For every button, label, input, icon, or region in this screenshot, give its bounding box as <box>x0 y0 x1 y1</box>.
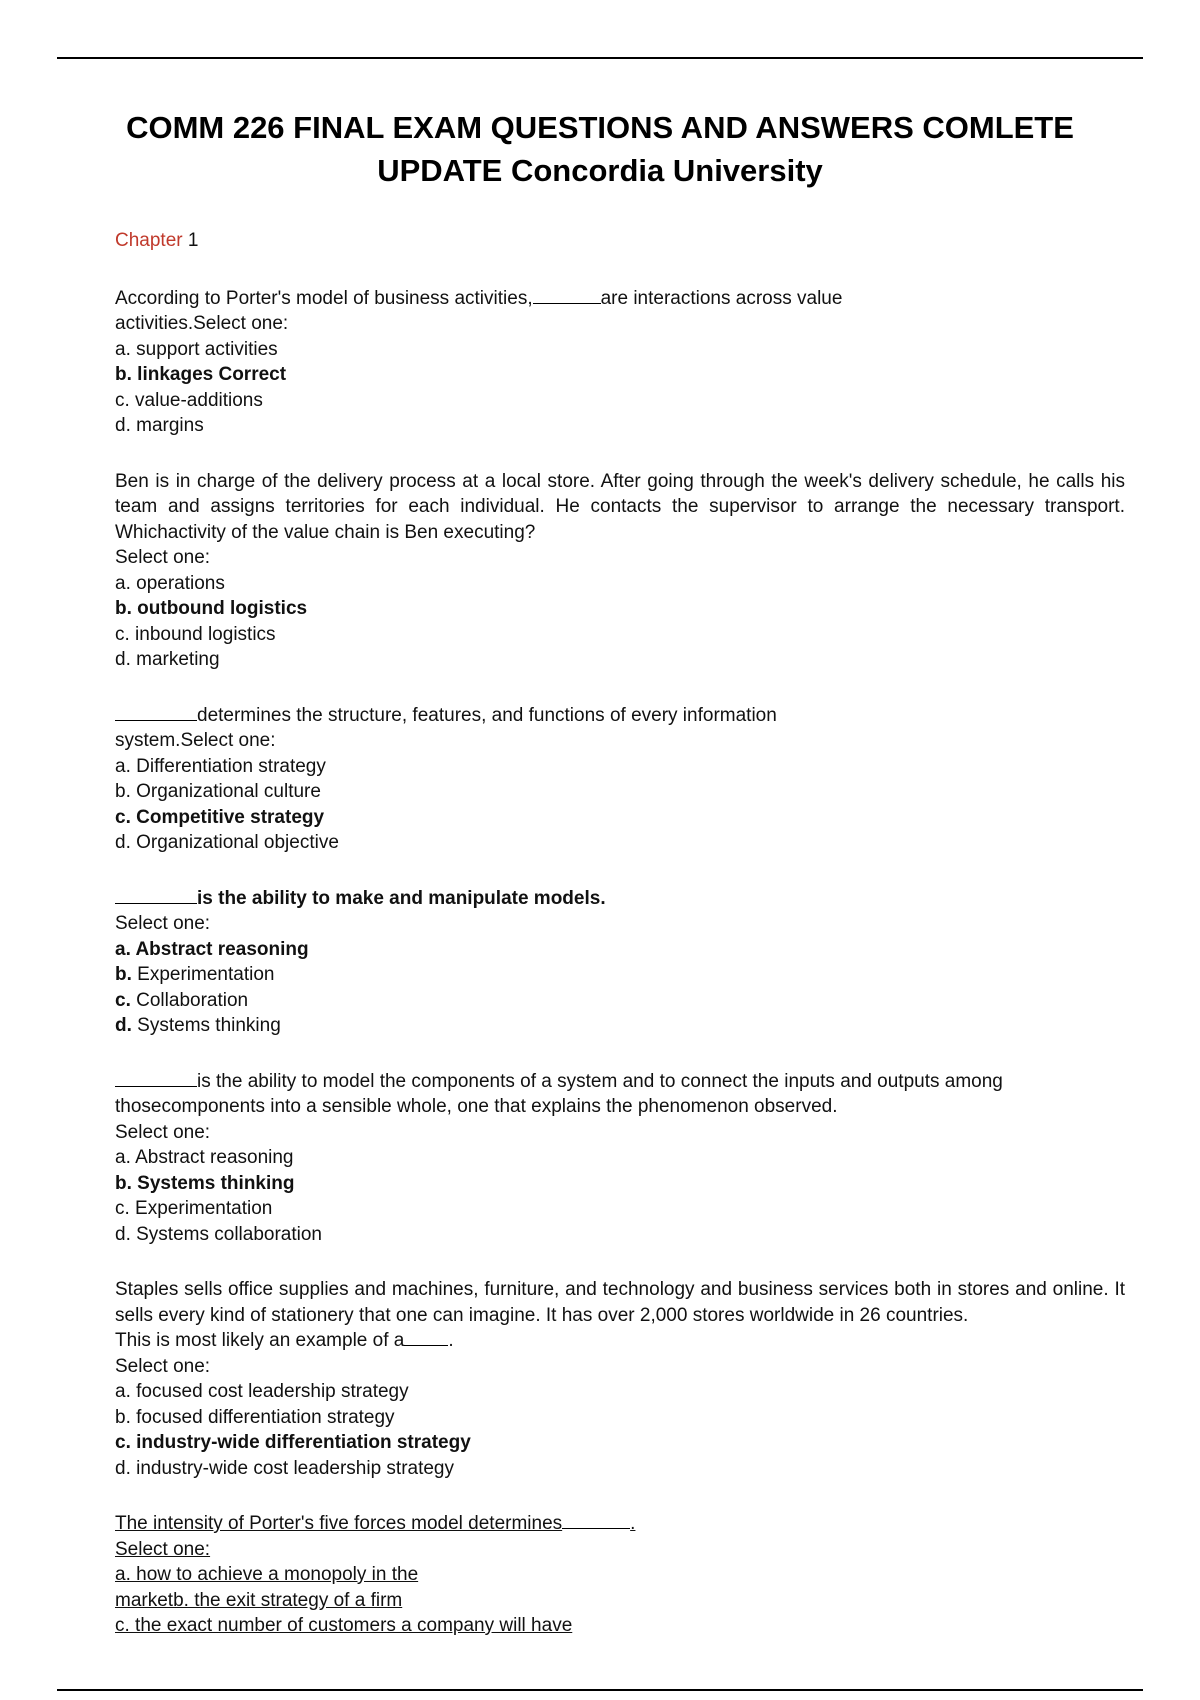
stem-text: is the ability to model the components of a system and to connect the inputs and outputs among <box>197 1070 1003 1092</box>
stem-text: The intensity of Porter's five forces model determines <box>115 1513 563 1534</box>
option-letter: b. <box>115 964 132 985</box>
option: a. Abstract reasoning <box>115 1147 294 1168</box>
question-stem-cont: thosecomponents into a sensible whole, one that explains the phenomenon observed. <box>115 1096 838 1117</box>
option: a. how to achieve a monopoly in the <box>115 1564 419 1585</box>
option-text: Abstract reasoning <box>135 938 309 960</box>
answer-blank <box>404 1328 448 1346</box>
select-one: Select one: <box>115 547 211 568</box>
option <box>115 1013 1125 1039</box>
question-4 <box>115 886 1125 1039</box>
question-stem <box>115 1511 1125 1537</box>
option-letter: d. <box>115 1015 132 1036</box>
question-6 <box>115 1277 1125 1481</box>
chapter-number: 1 <box>187 230 199 251</box>
question-stem-cont <box>115 1328 1125 1354</box>
top-rule <box>57 57 1143 59</box>
answer-blank <box>115 886 197 904</box>
question-stem: Staples sells office supplies and machines, furniture, and technology and business services both in stores and online. It sells every kind of stationery that one can imagine. It has over 2,000 stores worldwide in 26 countries. <box>115 1279 1125 1326</box>
option-correct: b. outbound logistics <box>115 598 308 619</box>
option-letter: a. <box>115 938 131 960</box>
option: c. value-additions <box>115 389 263 411</box>
option-text: Systems thinking <box>137 1015 281 1036</box>
question-stem: Ben is in charge of the delivery process at a local store. After going through the week's delivery schedule, he calls his team and assigns territories for each individual. He contacts the supervisor to arrange the necessary transport. Whichactivity of the value chain is Ben executing? <box>115 470 1125 543</box>
option: a. focused cost leadership strategy <box>115 1381 409 1402</box>
question-stem-cont: system.Select one: <box>115 730 276 751</box>
answer-blank <box>562 1511 630 1529</box>
select-one: Select one: <box>115 913 211 934</box>
answer-blank <box>533 286 601 304</box>
answer-blank <box>115 1069 197 1087</box>
option <box>115 988 1125 1014</box>
option: a. Differentiation strategy <box>115 755 326 777</box>
chapter-heading <box>115 228 1125 254</box>
document-title <box>120 106 1080 192</box>
option-text: Collaboration <box>136 989 249 1011</box>
select-one: Select one: <box>115 1538 211 1560</box>
document-body <box>115 228 1125 1639</box>
question-3 <box>115 703 1125 856</box>
stem-text: determines the structure, features, and functions of every information <box>197 704 777 726</box>
question-5 <box>115 1069 1125 1248</box>
question-stem <box>115 886 1125 912</box>
title-line-1: COMM 226 FINAL EXAM QUESTIONS AND ANSWERS COMLETE <box>126 110 1074 145</box>
option-text: Experimentation <box>137 964 275 985</box>
question-1 <box>115 286 1125 439</box>
stem-end: . <box>630 1513 636 1534</box>
option <box>115 962 1125 988</box>
option-correct: c. Competitive strategy <box>115 806 325 828</box>
title-line-2: UPDATE Concordia University <box>377 153 823 188</box>
option-correct: b. linkages Correct <box>115 364 287 385</box>
option: d. Organizational objective <box>115 832 339 853</box>
option-correct <box>115 937 1125 963</box>
option: a. operations <box>115 572 225 594</box>
question-stem <box>115 703 1125 729</box>
chapter-word: Chapter <box>115 230 183 251</box>
select-one: Select one: <box>115 1355 211 1377</box>
stem-text: is the ability to make and manipulate models. <box>197 887 606 909</box>
option: d. industry-wide cost leadership strategy <box>115 1457 454 1479</box>
question-2 <box>115 469 1125 673</box>
bottom-rule <box>57 1689 1143 1691</box>
select-one: Select one: <box>115 1121 211 1143</box>
stem-end: . <box>448 1330 454 1351</box>
option: marketb. the exit strategy of a firm <box>115 1589 403 1611</box>
option: c. the exact number of customers a company will have <box>115 1615 573 1636</box>
option: c. Experimentation <box>115 1198 273 1219</box>
option-letter: c. <box>115 989 131 1011</box>
question-stem <box>115 286 1125 312</box>
option-correct: b. Systems thinking <box>115 1172 295 1194</box>
question-stem-cont: activities.Select one: <box>115 313 289 334</box>
stem-text: This is most likely an example of a <box>115 1330 405 1351</box>
option: b. Organizational culture <box>115 781 321 802</box>
question-stem <box>115 1069 1125 1095</box>
option: d. margins <box>115 415 204 436</box>
option-correct: c. industry-wide differentiation strategy <box>115 1432 471 1453</box>
option: d. Systems collaboration <box>115 1223 322 1245</box>
stem-text: According to Porter's model of business activities, <box>115 287 533 309</box>
option: b. focused differentiation strategy <box>115 1406 395 1428</box>
option: c. inbound logistics <box>115 623 276 645</box>
option: d. marketing <box>115 649 220 670</box>
answer-blank <box>115 703 197 721</box>
question-7 <box>115 1511 1125 1639</box>
option: a. support activities <box>115 338 278 360</box>
stem-text: are interactions across value <box>600 287 843 309</box>
